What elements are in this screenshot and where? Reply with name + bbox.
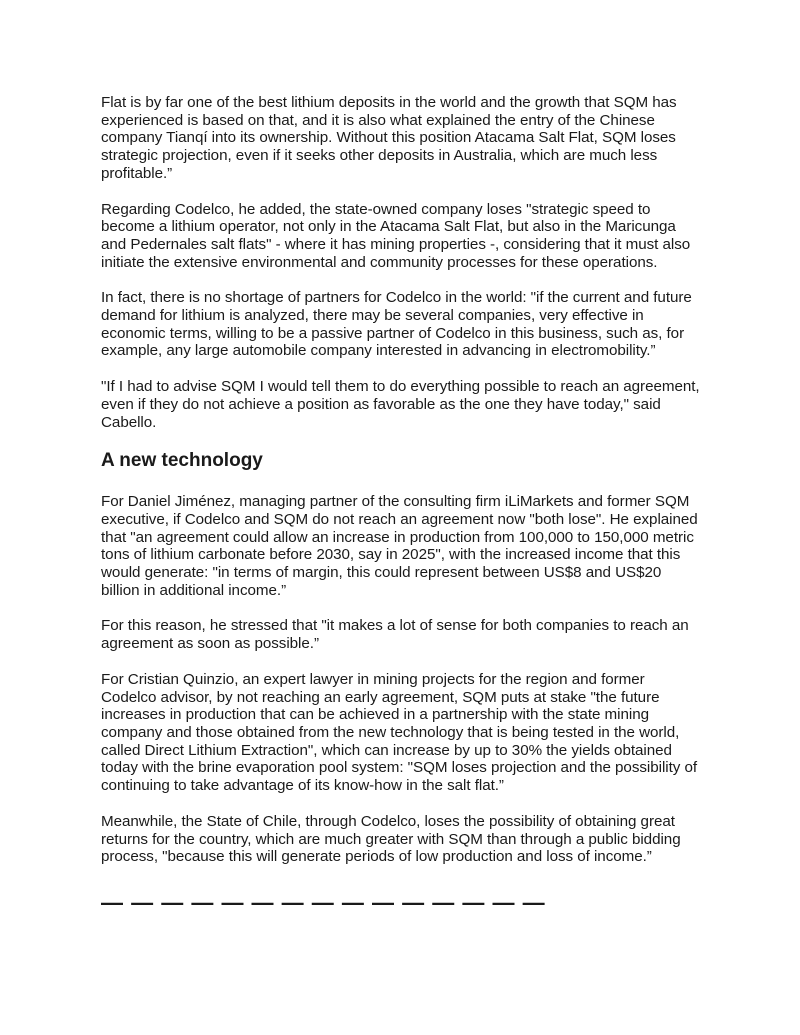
paragraph: Meanwhile, the State of Chile, through Codelco, loses the possibility of obtaining great returns for the country, which are much greater with SQM than through a public bidding process, "because this will generate periods of low production and loss of income.”	[101, 812, 681, 866]
paragraph: Regarding Codelco, he added, the state-owned company loses "strategic speed to become a lithium operator, not only in the Atacama Salt Flat, but also in the Maricunga and Pedernales salt flats" - where it has mining properties -, considering that it must also initiate the extensive environmental and community processes for these operations.	[101, 200, 691, 271]
paragraph: For Cristian Quinzio, an expert lawyer in mining projects for the region and former Codelco advisor, by not reaching an early agreement, SQM puts at stake "the future increases in production that can be achieved in a partnership with the state mining company and those obtained from the new technology that is being tested in the world, called Direct Lithium Extraction", which can increase by up to 30% the yields obtained today with the brine evaporation pool system: "SQM loses projection and the possibility of continuing to take advantage of its know-how in the salt flat.”	[101, 670, 698, 795]
dash-separator: — — — — — — — — — — — — — — —	[101, 889, 546, 915]
paragraph: Flat is by far one of the best lithium deposits in the world and the growth that SQM has experienced is based on that, and it is also what explained the entry of the Chinese company Tianqí into its ownership. Without this position Atacama Salt Flat, SQM loses strategic projection, even if it seeks other deposits in Australia, which are much less profitable.”	[101, 94, 677, 182]
paragraph: For this reason, he stressed that "it makes a lot of sense for both companies to reach an agreement as soon as possible.”	[101, 617, 689, 653]
section-heading: A new technology	[101, 450, 263, 472]
article-body	[101, 94, 701, 914]
paragraph: For Daniel Jiménez, managing partner of the consulting firm iLiMarkets and former SQM executive, if Codelco and SQM do not reach an agreement now "both lose". He explained that "an agreement could allow an increase in production from 100,000 to 150,000 metric tons of lithium carbonate before 2030, say in 2025", with the increased income that this would generate: "in terms of margin, this could represent between US$8 and US$20 billion in additional income.”	[101, 493, 698, 599]
paragraph: In fact, there is no shortage of partners for Codelco in the world: "if the current and future demand for lithium is analyzed, there may be several companies, very effective in economic terms, willing to be a passive partner of Codelco in this business, such as, for example, any large automobile company interested in advancing in electromobility.”	[101, 289, 692, 360]
paragraph: "If I had to advise SQM I would tell them to do everything possible to reach an agreement, even if they do not achieve a position as favorable as the one they have today," said Cabello.	[101, 378, 700, 431]
